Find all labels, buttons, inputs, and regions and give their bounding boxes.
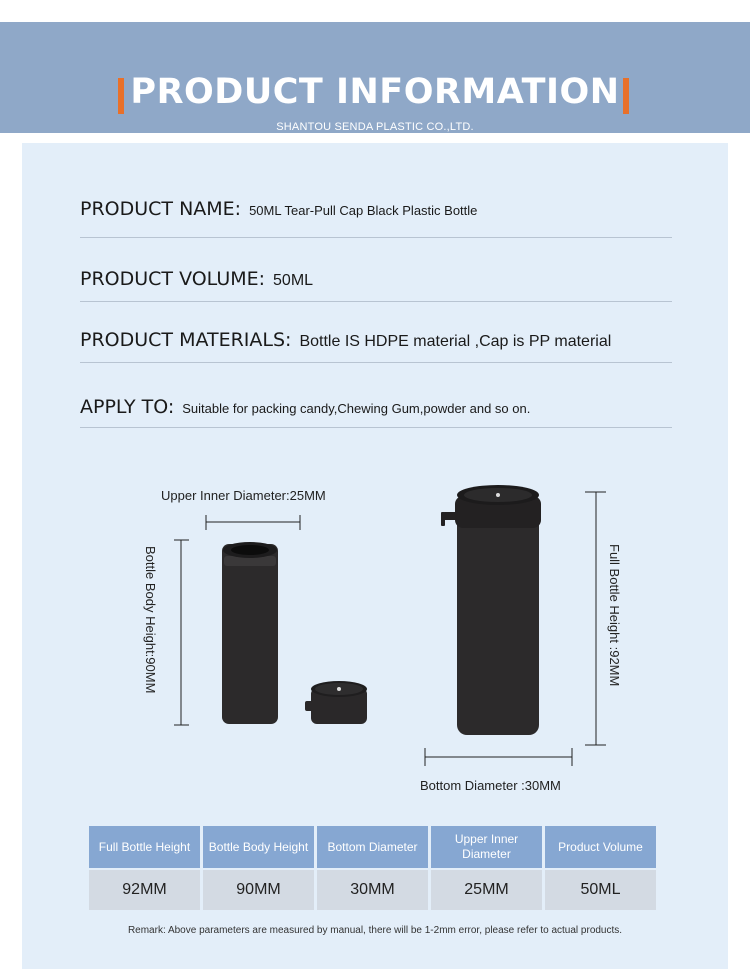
company-name: SHANTOU SENDA PLASTIC CO.,LTD.	[276, 121, 474, 133]
bottle-body-height-label: Bottle Body Height:90MM	[143, 546, 158, 694]
spec-table	[86, 824, 659, 912]
full-bottle	[441, 485, 541, 735]
header-bottom-diameter: Bottom Diameter	[317, 826, 428, 868]
remark-note: Remark: Above parameters are measured by manual, there will be 1-2mm error, please refer to actual products.	[127, 925, 623, 936]
bottle-cap	[305, 681, 367, 724]
apply-to-row	[80, 396, 672, 428]
header-product-volume: Product Volume	[545, 826, 656, 868]
value-upper-inner-diameter: 25MM	[431, 870, 542, 910]
upper-inner-diameter-label: Upper Inner Diameter:25MM	[161, 488, 326, 503]
header-full-bottle-height: Full Bottle Height	[89, 826, 200, 868]
product-name-label: PRODUCT NAME:	[80, 198, 242, 220]
value-bottom-diameter: 30MM	[317, 870, 428, 910]
product-materials-value: Bottle IS HDPE material ,Cap is PP material	[299, 333, 612, 350]
product-name-value: 50ML Tear-Pull Cap Black Plastic Bottle	[249, 203, 478, 218]
apply-to-value: Suitable for packing candy,Chewing Gum,powder and so on.	[182, 401, 531, 416]
header-banner	[0, 22, 750, 133]
spec-value-row	[89, 870, 656, 910]
spec-header-row	[89, 826, 656, 868]
bottom-diameter-label: Bottom Diameter :30MM	[420, 778, 561, 793]
value-bottle-body-height: 90MM	[203, 870, 314, 910]
upper-diameter-marker	[206, 515, 300, 530]
apply-to-label: APPLY TO:	[80, 396, 175, 418]
bottom-diameter-marker	[425, 748, 572, 766]
bottle-dimension-diagram	[0, 470, 750, 800]
header-upper-inner-diameter: Upper Inner Diameter	[431, 826, 542, 868]
header-bottle-body-height: Bottle Body Height	[203, 826, 314, 868]
value-product-volume: 50ML	[545, 870, 656, 910]
product-volume-row	[80, 268, 672, 302]
bottle-body	[222, 542, 278, 724]
body-height-marker	[174, 540, 189, 725]
full-bottle-height-label: Full Bottle Height :92MM	[607, 544, 622, 687]
value-full-bottle-height: 92MM	[89, 870, 200, 910]
top-margin	[0, 0, 750, 22]
full-height-marker	[585, 492, 606, 745]
product-volume-label: PRODUCT VOLUME:	[80, 268, 266, 290]
product-name-row	[80, 198, 672, 238]
product-volume-value: 50ML	[273, 272, 314, 289]
product-materials-row	[80, 329, 672, 363]
product-materials-label: PRODUCT MATERIALS:	[80, 329, 292, 351]
page-title: PRODUCT INFORMATION	[130, 72, 620, 112]
